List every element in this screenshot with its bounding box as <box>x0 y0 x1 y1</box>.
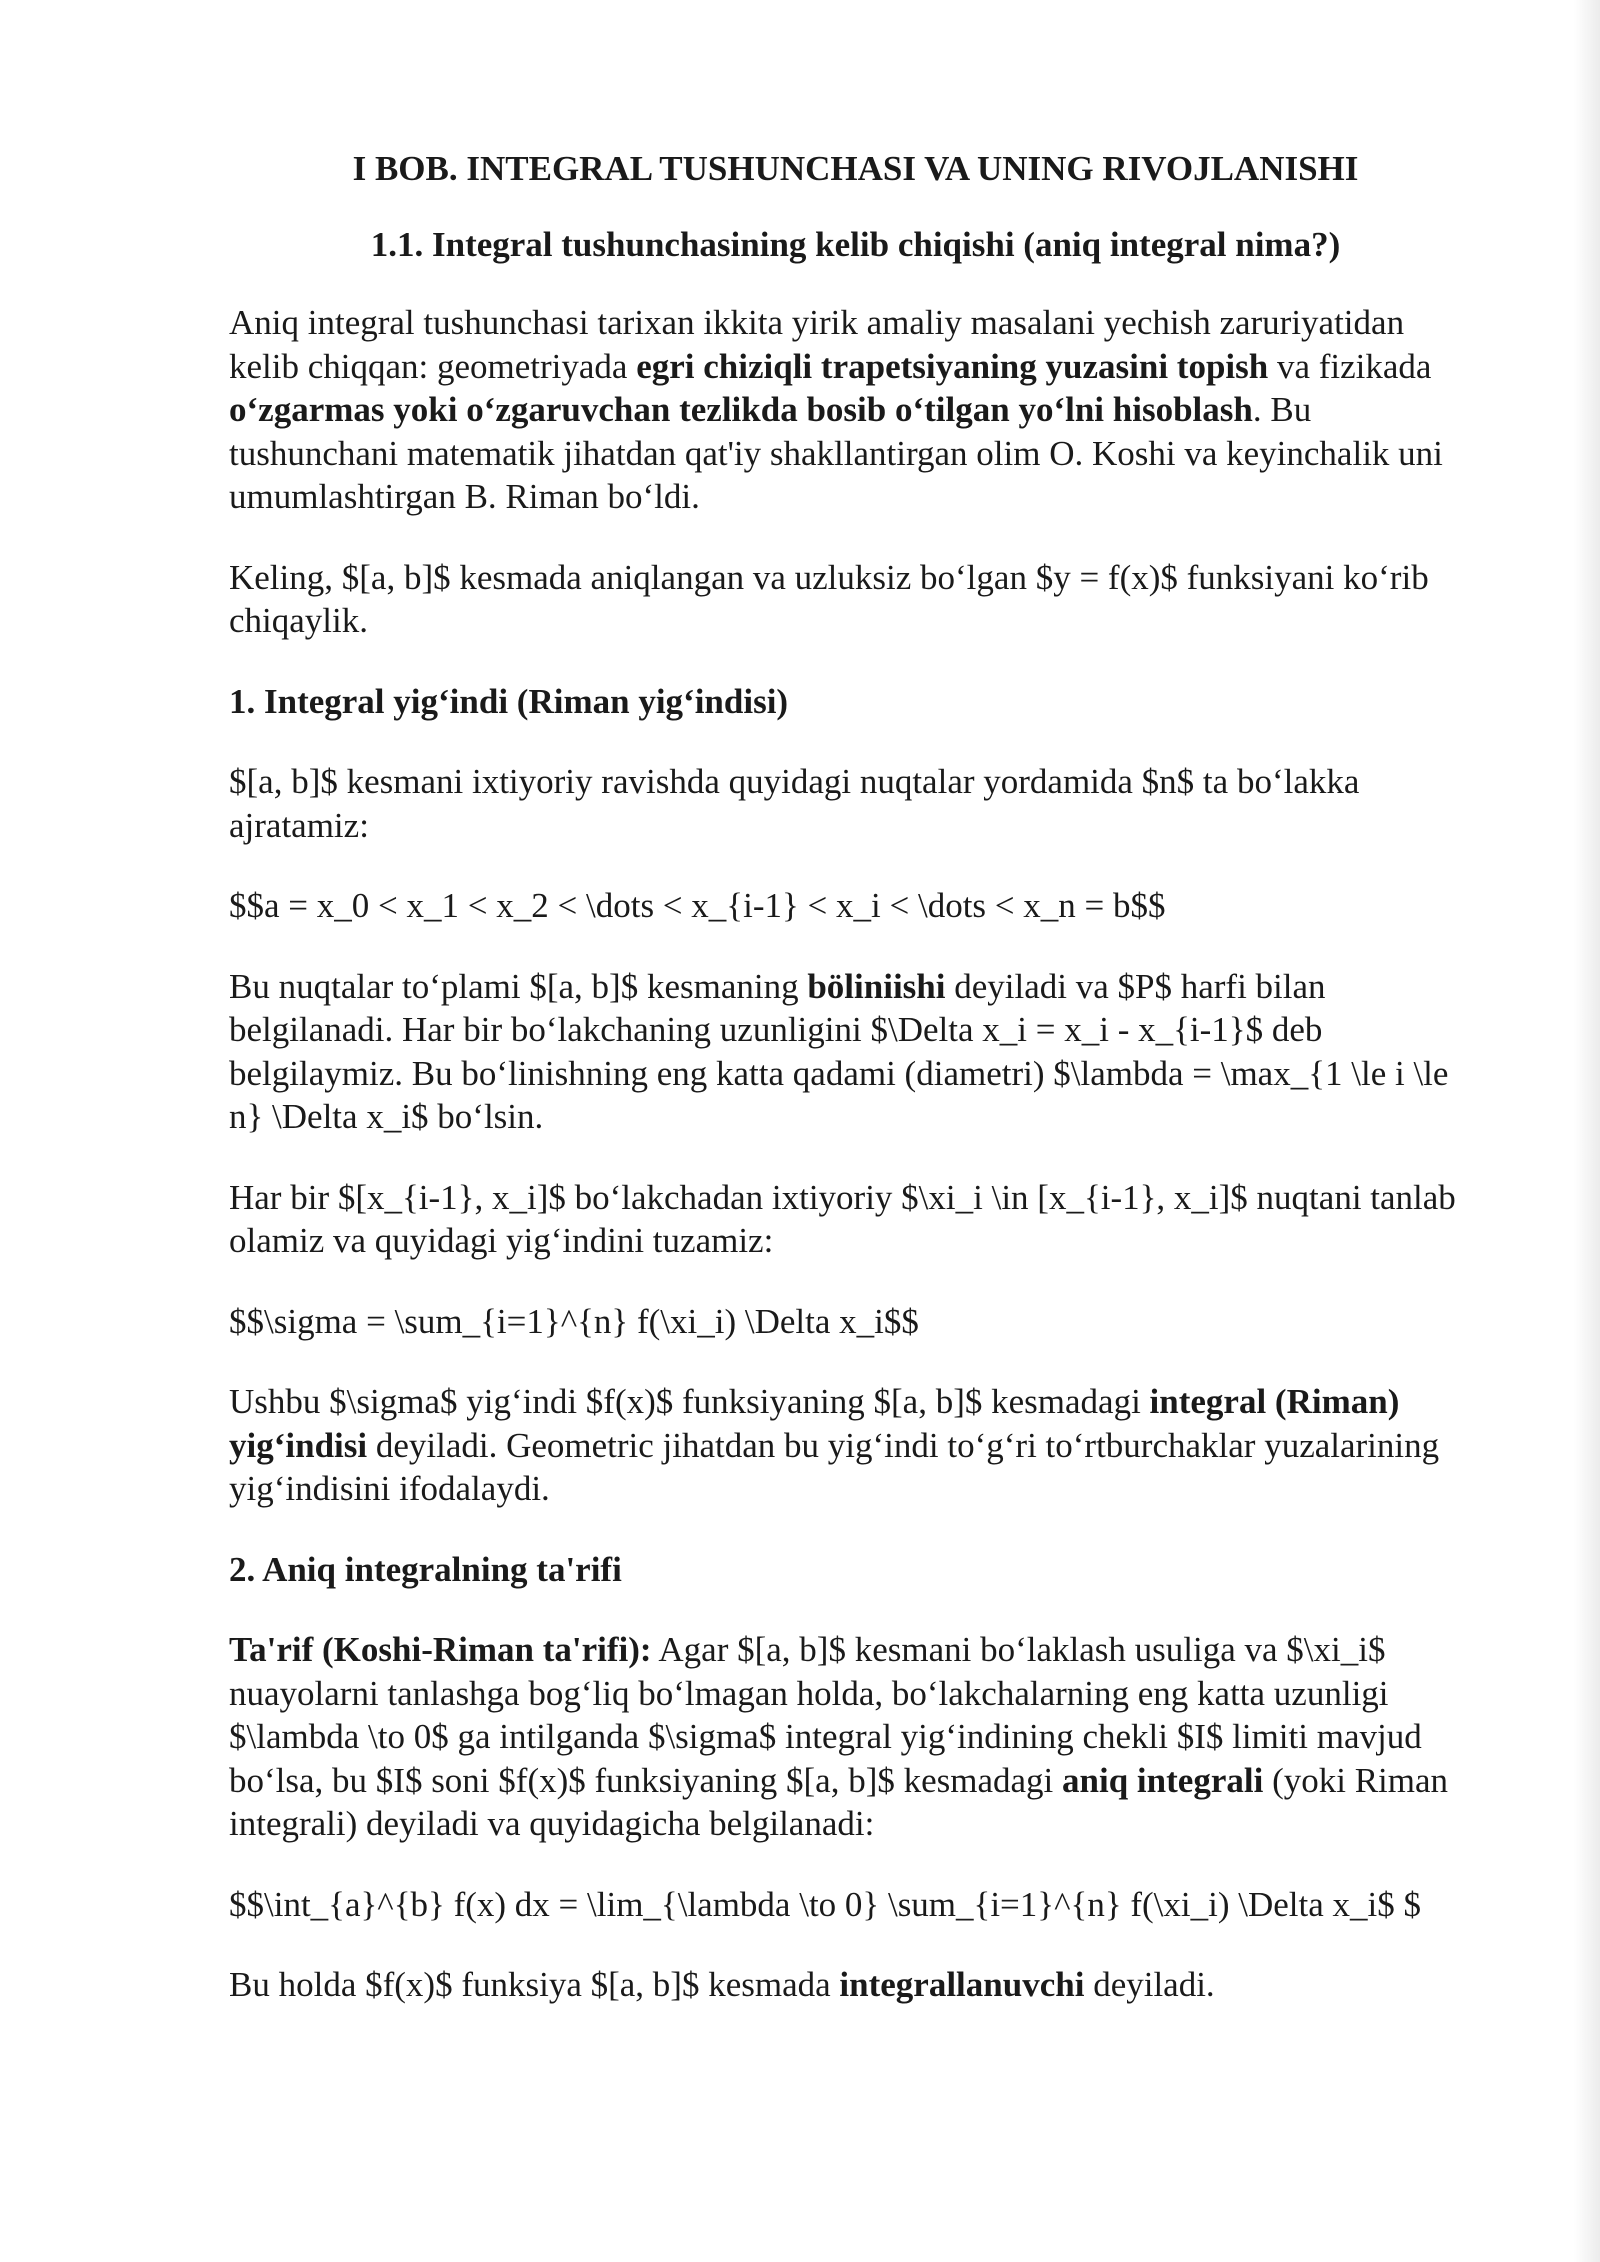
text-run: Ushbu $\sigma$ yig‘indi $f(x)$ funksiyaning $[a, b]$ kesmadagi <box>229 1382 1150 1421</box>
section-title: 1.1. Integral tushunchasining kelib chiqishi (aniq integral nima?) <box>370 225 1341 264</box>
bold-run: egri chiziqli trapetsiyaning yuzasini topish <box>636 346 1269 386</box>
paragraph-intro <box>229 301 1482 519</box>
text-run: deyiladi va $P$ harfi bilan belgilanadi. Har bir bo‘lakchaning uzunligini $\Delta x_i = x_i - x_{i-1}$ deb belgilaymiz. Bu bo‘linishning eng katta qadami (diametri) $\lambda = \max_{1 \le i \le n} \Delta x_i$ bo‘lsin. <box>229 966 1449 1136</box>
bold-run: integrallanuvchi <box>839 1965 1085 2004</box>
chapter-title: I BOB. INTEGRAL TUSHUNCHASI VA UNING RIVOJLANISHI <box>352 149 1359 188</box>
text-run: Agar $[a, b]$ kesmani bo‘laklash usuliga va $\xi_i$ nuayolarni tanlashga bog‘liq bo‘lmagan holda, bo‘lakchalarning eng katta uzunligi $\lambda \to 0$ ga intilganda $\sigma$ integral yig‘indining chekli $I$ limiti mavjud bo‘lsa, bu $I$ soni $f(x)$ funksiyaning $[a, b]$ kesmadagi <box>229 1630 1422 1800</box>
bold-run: Ta'rif (Koshi-Riman ta'rifi): <box>229 1630 652 1669</box>
paragraph-function: Keling, $[a, b]$ kesmada aniqlangan va uzluksiz bo‘lgan $y = f(x)$ funksiyani ko‘rib chiqaylik. <box>229 557 1429 640</box>
paragraph-integral-sum <box>229 1380 1482 1511</box>
text-run: va fizikada <box>1268 346 1432 386</box>
text-run: Bu nuqtalar to‘plami $[a, b]$ kesmaning <box>229 966 808 1006</box>
text-run: deyiladi. Geometric jihatdan bu yig‘indi to‘g‘ri to‘rtburchaklar yuzalarining yig‘indisini ifodalaydi. <box>229 1425 1440 1508</box>
paragraph-integrable <box>229 1963 1482 2007</box>
text-run: Aniq integral tushunchasi tarixan ikkita yirik amaliy masalani yechish zaruriyatidan kelib chiqqan: geometriyada <box>229 303 1405 386</box>
bold-run: integral (Riman) yig‘indisi <box>229 1382 1400 1465</box>
page-edge-shadow <box>1574 0 1600 2262</box>
text-run: deyiladi. <box>1084 1965 1215 2004</box>
formula-partition: $$a = x_0 < x_1 < x_2 < \dots < x_{i-1} < x_i < \dots < x_n = b$$ <box>229 886 1166 925</box>
text-run: . Bu tushunchani matematik jihatdan qat'iy shakllantirgan olim O. Koshi va keyinchalik uni umumlashtirgan B. Riman bo‘ldi. <box>229 390 1443 516</box>
formula-sigma: $$\sigma = \sum_{i=1}^{n} f(\xi_i) \Delta x_i$$ <box>229 1301 919 1341</box>
bold-run: böliniishi <box>807 966 946 1006</box>
paragraph-definition <box>229 1628 1482 1846</box>
text-run: Bu holda $f(x)$ funksiya $[a, b]$ kesmada <box>229 1965 840 2004</box>
heading-definition: 2. Aniq integralning ta'rifi <box>229 1549 622 1589</box>
bold-run: o‘zgarmas yoki o‘zgaruvchan tezlikda bosib o‘tilgan yo‘lni hisoblash <box>229 390 1253 429</box>
paragraph-partition-def <box>229 965 1482 1139</box>
heading-riemann-sum: 1. Integral yig‘indi (Riman yig‘indisi) <box>229 681 789 721</box>
paragraph-choose-points: Har bir $[x_{i-1}, x_i]$ bo‘lakchadan ixtiyoriy $\xi_i \in [x_{i-1}, x_i]$ nuqtani tanlab olamiz va quyidagi yig‘indini tuzamiz: <box>229 1177 1456 1260</box>
paragraph-partition: $[a, b]$ kesmani ixtiyoriy ravishda quyidagi nuqtalar yordamida $n$ ta bo‘lakka ajratamiz: <box>229 762 1360 845</box>
bold-run: aniq integrali <box>1062 1760 1264 1800</box>
formula-definite-integral: $$\int_{a}^{b} f(x) dx = \lim_{\lambda \to 0} \sum_{i=1}^{n} f(\xi_i) \Delta x_i$ $ <box>229 1884 1421 1924</box>
text-run: (yoki Riman integrali) deyiladi va quyidagicha belgilanadi: <box>229 1760 1449 1843</box>
